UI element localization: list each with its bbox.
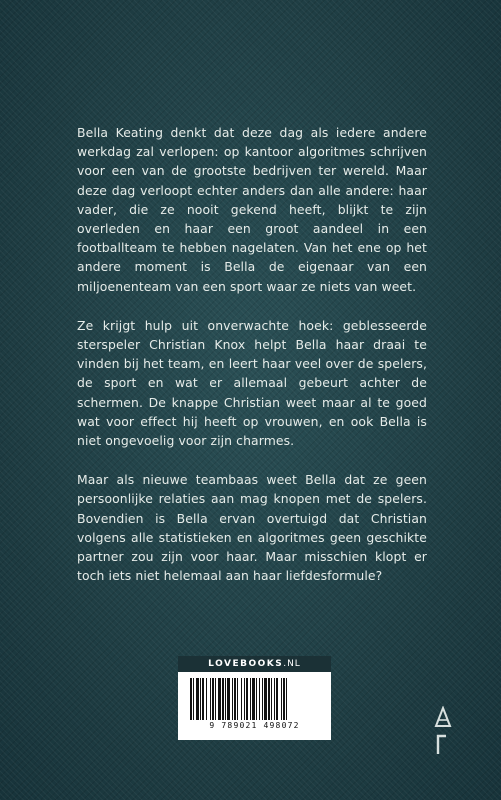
barcode-bar xyxy=(232,678,233,720)
isbn-digits: 9 789021 498072 xyxy=(209,721,300,730)
barcode-bar xyxy=(234,678,236,720)
barcode-bar xyxy=(274,678,275,720)
barcode-bar xyxy=(190,678,192,720)
blurb-paragraph-2: Ze krijgt hulp uit onverwachte hoek: geblesseerde sterspeler Christian Knox helpt Bella haar draai te vinden bij het team, en leert haar veel over de spelers, de sport en wat er allemaal gebeurt achter de schermen. De knappe Christian weet maar al te goed wat voor effect hij heeft op vrouwen, en ook Bella is niet ongevoelig voor zijn charmes. xyxy=(77,317,427,449)
barcode-bar xyxy=(210,678,211,720)
barcode-bar xyxy=(268,678,270,720)
publisher-label xyxy=(178,656,331,672)
barcode-bar xyxy=(218,678,221,720)
blurb-paragraph-1: Bella Keating denkt dat deze dag als iedere andere werkdag zal verlopen: op kantoor algoritmes schrijven voor een van de grootste bedrijven ter wereld. Maar deze dag verloopt echter anders dan alle andere: haar vader, die ze nooit gekend heeft, blijkt te zijn overleden en haar een groot aandeel in een footballteam te hebben nagelaten. Van het ene op het andere moment is Bella de eigenaar van een miljoenenteam van een sport waar ze niets van weet. xyxy=(77,125,427,294)
barcode-bar xyxy=(286,678,287,720)
barcode-bar xyxy=(259,678,260,720)
barcode-bar xyxy=(193,678,194,720)
barcode-bar xyxy=(241,678,242,720)
barcode-bar xyxy=(262,678,263,720)
barcode-bar xyxy=(200,678,201,720)
barcode-bar xyxy=(225,678,226,720)
barcode-bar xyxy=(252,678,255,720)
barcode-bar xyxy=(227,678,230,720)
barcode-bar xyxy=(256,678,257,720)
barcode-bar xyxy=(244,678,245,720)
lovebooks-logo-icon xyxy=(432,706,454,756)
barcode-bar xyxy=(264,678,267,720)
barcode-bar xyxy=(196,678,199,720)
barcode-bar xyxy=(215,678,216,720)
barcode-bar xyxy=(202,678,204,720)
barcode-bar xyxy=(222,678,224,720)
publisher-suffix: .NL xyxy=(283,659,301,669)
barcode-bar xyxy=(250,678,251,720)
barcode-bar xyxy=(281,678,282,720)
barcode-bar xyxy=(246,678,248,720)
barcode-bar xyxy=(276,678,278,720)
publisher-brand: LOVEBOOKS xyxy=(208,659,284,669)
blurb-paragraph-3: Maar als nieuwe teambaas weet Bella dat ze geen persoonlijke relaties aan mag knopen met de spelers. Bovendien is Bella ervan overtuigd dat Christian volgens alle statistieken en algoritmes geen geschikte partner zou zijn voor haar. Maar misschien klopt er toch iets niet helemaal aan haar liefdesformule? xyxy=(77,472,427,584)
barcode-box xyxy=(178,672,331,740)
barcode-bar xyxy=(212,678,214,720)
back-cover-blurb xyxy=(77,123,427,605)
barcode-bar xyxy=(271,678,272,720)
barcode-bar xyxy=(206,678,207,720)
barcode-icon xyxy=(190,678,319,720)
barcode-bar xyxy=(283,678,285,720)
barcode-bar xyxy=(237,678,238,720)
